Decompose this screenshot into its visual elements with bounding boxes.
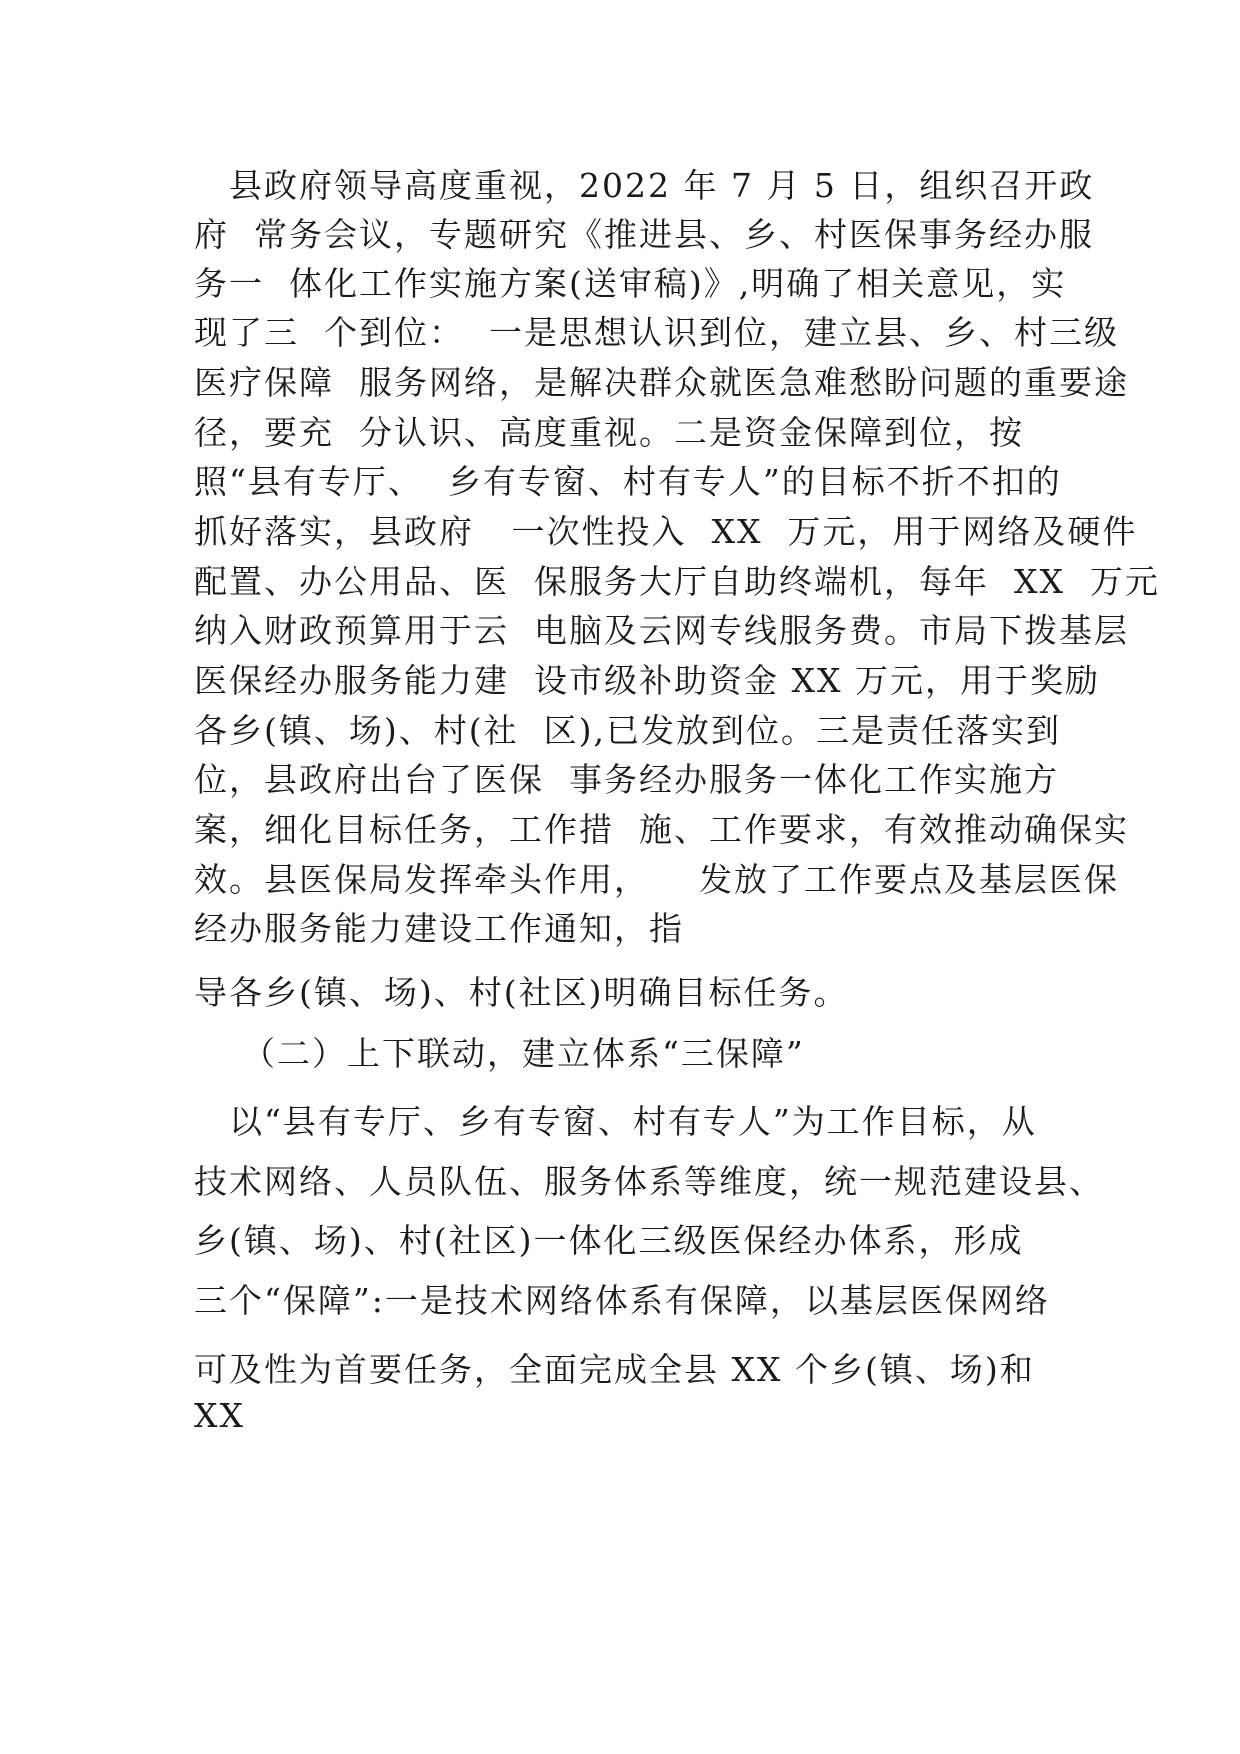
- text-line: 以“县有专厅、乡有专窗、村有专人”为工作目标，从: [194, 1102, 1037, 1141]
- text-line: 医疗保障 服务网络，是解决群众就医急难愁盼问题的重要途: [194, 363, 1129, 402]
- text-line: 效。县医保局发挥牵头作用， 发放了工作要点及基层医保: [194, 860, 1119, 899]
- text-line: 府 常务会议，专题研究《推进县、乡、村医保事务经办服: [194, 215, 1094, 254]
- text-line: 径，要充 分认识、高度重视。二是资金保障到位，按: [194, 413, 1024, 452]
- text-line: 导各乡(镇、场)、村(社区)明确目标任务。: [194, 973, 849, 1012]
- text-line: XX: [194, 1396, 245, 1435]
- text-line: 医保经办服务能力建 设市级补助资金 XX 万元，用于奖励: [194, 661, 1100, 700]
- text-line: 务一 体化工作实施方案(送审稿)》,明确了相关意见，实: [194, 264, 1067, 303]
- text-line: 县政府领导高度重视，2022 年 7 月 5 日，组织召开政: [194, 166, 1095, 205]
- text-line: 技术网络、人员队伍、服务体系等维度，统一规范建设县、: [194, 1162, 1104, 1201]
- text-line: 案，细化目标任务，工作措 施、工作要求，有效推动确保实: [194, 810, 1129, 849]
- text-line: 各乡(镇、场)、村(社 区),已发放到位。三是责任落实到: [194, 711, 1061, 750]
- text-line: 照“县有专厅、 乡有专窗、村有专人”的目标不折不扣的: [194, 462, 1062, 501]
- text-line: 可及性为首要任务，全面完成全县 XX 个乡(镇、场)和: [194, 1350, 1035, 1389]
- text-line: 位，县政府出台了医保 事务经办服务一体化工作实施方: [194, 760, 1059, 799]
- text-line: 纳入财政预算用于云 电脑及云网专线服务费。市局下拨基层: [194, 611, 1129, 650]
- text-line: 三个“保障”:一是技术网络体系有保障，以基层医保网络: [194, 1281, 1050, 1320]
- text-line: 抓好落实，县政府 一次性投入 XX 万元，用于网络及硬件: [194, 512, 1138, 551]
- text-line: 配置、办公用品、医 保服务大厅自助终端机，每年 XX 万元: [194, 562, 1160, 601]
- section-heading: （二）上下联动，建立体系“三保障”: [242, 1034, 805, 1073]
- text-line: 经办服务能力建设工作通知，指: [194, 909, 684, 948]
- text-line: 乡(镇、场)、村(社区)一体化三级医保经办体系，形成: [194, 1221, 1024, 1260]
- text-line: 现了三 个到位： 一是思想认识到位，建立县、乡、村三级: [194, 313, 1119, 352]
